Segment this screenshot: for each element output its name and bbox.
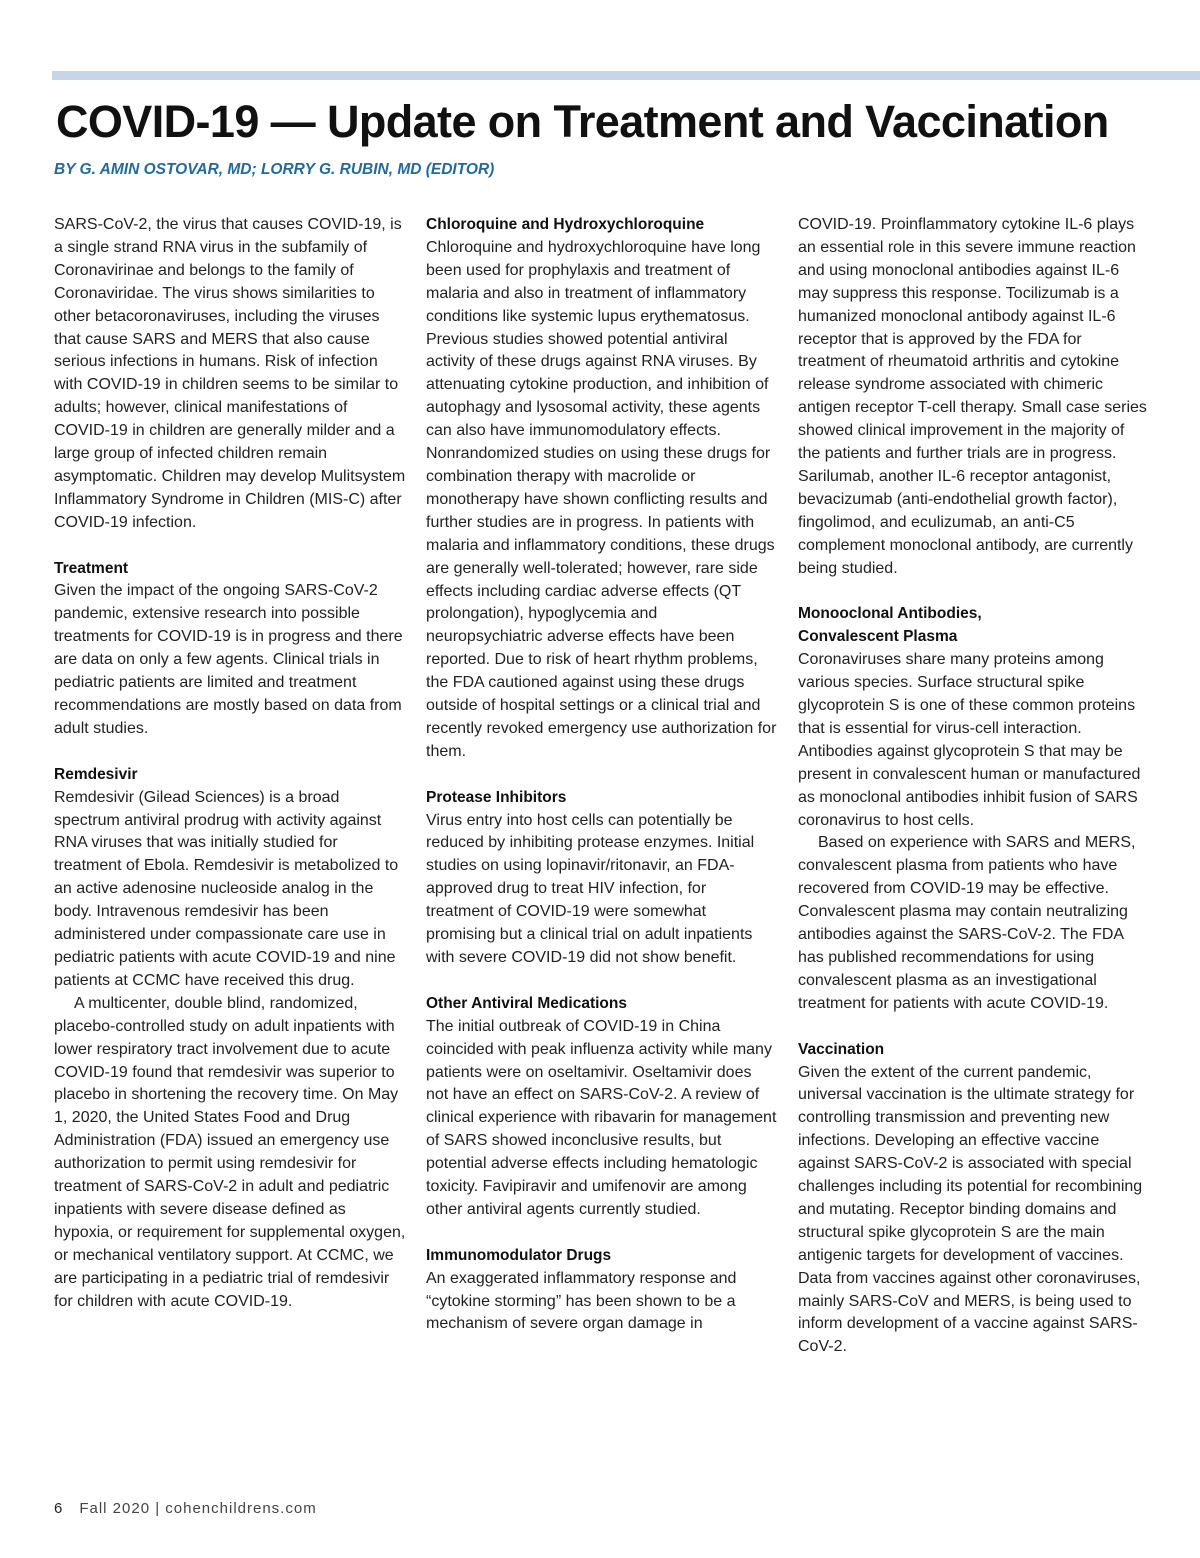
monoclonal-paragraph-2: Based on experience with SARS and MERS, convalescent plasma from patients who have recovered from COVID-19 may be effective. Convalescent plasma may contain neutralizing antibodies against the SARS-CoV-2. The FDA has published recommendations for using convalescent plasma as an investigational treatment for patients with acute COVID-19.: [798, 834, 1136, 1012]
immunomodulator-heading: Immunomodulator Drugs: [426, 1246, 612, 1264]
intro-paragraph: SARS-CoV-2, the virus that causes COVID-19, is a single strand RNA virus in the subfamily of Coronavirinae and belongs to the family of Coronaviridae. The virus shows similarities to other betacoronaviruses, including the viruses that cause SARS and MERS that also cause serious infections in humans. Risk of infection with COVID-19 in children seems to be similar to adults; however, clinical manifestations of COVID-19 in children are generally milder and a large group of infected children remain asymptomatic. Children may develop Mulitsystem Inflammatory Syndrome in Children (MIS-C) after COVID-19 infection.: [54, 216, 406, 531]
antiviral-paragraph: The initial outbreak of COVID-19 in China coincided with peak influenza activity while many patients were on oseltamivir. Oseltamivir does not have an effect on SARS-CoV-2. A review of clinical experience with ribavarin for management of SARS showed inconclusive results, but potential adverse effects including hematologic toxicity. Favipiravir and umifenovir are among other antiviral agents currently studied.: [426, 1017, 777, 1218]
vaccination-heading: Vaccination: [798, 1040, 885, 1058]
treatment-paragraph: Given the impact of the ongoing SARS-CoV-2 pandemic, extensive research into possible treatments for COVID-19 is in progress and there are data on only a few agents. Clinical trials in pediatric patients are limited and treatment recommendations are mostly based on data from adult studies.: [54, 582, 403, 737]
remdesivir-paragraph-1: Remdesivir (Gilead Sciences) is a broad spectrum antiviral prodrug with activity against RNA viruses that was initially studied for treatment of Ebola. Remdesivir is metabolized to an active adenosine nucleoside analog in the body. Intravenous remdesivir has been administered under compassionate care use in pediatric patients with acute COVID-19 and nine patients at CCMC have received this drug.: [54, 788, 399, 989]
chloroquine-heading: Chloroquine and Hydroxychloroquine: [426, 216, 705, 233]
monoclonal-paragraph-1: Coronaviruses share many proteins among various species. Surface structural spike glycoprotein S is one of these common proteins that is essential for virus-cell interaction. Antibodies against glycoprotein S that may be present in convalescent human or manufactured as monoclonal antibodies inhibit fusion of SARS coronavirus to host cells.: [798, 651, 1141, 829]
immunomodulator-paragraph: An exaggerated inflammatory response and “cytokine storming” has been shown to be a mechanism of severe organ damage in: [426, 1269, 737, 1333]
page-number: 6: [54, 1500, 64, 1517]
footer-issue-url: Fall 2020 | cohenchildrens.com: [79, 1500, 317, 1517]
column-3: [798, 214, 1150, 1359]
treatment-heading: Treatment: [54, 559, 129, 577]
remdesivir-paragraph-2: A multicenter, double blind, randomized, placebo-controlled study on adult inpatients with lower respiratory tract involvement due to acute COVID-19 found that remdesivir was superior to placebo in shortening the recovery time. On May 1, 2020, the United States Food and Drug Administration (FDA) issued an emergency use authorization to permit using remdesivir for treatment of SARS-CoV-2 in adult and pediatric inpatients with severe disease defined as hypoxia, or requirement for supplemental oxygen, or mechanical ventilatory support. At CCMC, we are participating in a pediatric trial of remdesivir for children with acute COVID-19.: [54, 994, 406, 1310]
protease-paragraph: Virus entry into host cells can potentially be reduced by inhibiting protease enzymes. Initial studies on using lopinavir/ritonavir, an FDA-approved drug to treat HIV infection, for treatment of COVID-19 were somewhat promising but a clinical trial on adult inpatients with severe COVID-19 did not show benefit.: [426, 811, 755, 966]
article-title: COVID-19 — Update on Treatment and Vaccination: [56, 96, 1109, 147]
immunomodulator-continued-paragraph: COVID-19. Proinflammatory cytokine IL-6 plays an essential role in this severe immune reaction and using monoclonal antibodies against IL-6 may suppress this response. Tocilizumab is a humanized monoclonal antibody against IL-6 receptor that is approved by the FDA for treatment of rheumatoid arthritis and cytokine release syndrome associated with chimeric antigen receptor T-cell therapy. Small case series showed clinical improvement in the majority of the patients and further trials are in progress. Sarilumab, another IL-6 receptor antagonist, bevacizumab (anti-endothelial growth factor), fingolimod, and eculizumab, an anti-C5 complement monoclonal antibody, are currently being studied.: [798, 216, 1147, 577]
antiviral-heading: Other Antiviral Medications: [426, 994, 627, 1012]
article-byline: BY G. AMIN OSTOVAR, MD; LORRY G. RUBIN, MD (EDITOR): [54, 161, 495, 178]
column-1: [54, 214, 406, 1313]
column-2: [426, 214, 778, 1336]
monoclonal-heading: [798, 603, 1150, 649]
vaccination-paragraph: Given the extent of the current pandemic, universal vaccination is the ultimate strategy for controlling transmission and preventing new infections. Developing an effective vaccine against SARS-CoV-2 is associated with special challenges including its potential for recombining and mutating. Receptor binding domains and structural spike glycoprotein S are the main antigenic targets for development of vaccines. Data from vaccines against other coronaviruses, mainly SARS-CoV and MERS, is being used to inform development of a vaccine against SARS-CoV-2.: [798, 1063, 1143, 1356]
remdesivir-heading: Remdesivir: [54, 765, 138, 783]
monoclonal-heading-line-2: Convalescent Plasma: [798, 628, 958, 646]
header-accent-bar: [52, 71, 1200, 80]
chloroquine-paragraph: Chloroquine and hydroxychloroquine have long been used for prophylaxis and treatment of malaria and also in treatment of inflammatory conditions like systemic lupus erythematosus. Previous studies showed potential antiviral activity of these drugs against RNA viruses. By attenuating cytokine production, and inhibition of autophagy and lysosomal activity, these agents can also have immunomodulatory effects. Nonrandomized studies on using these drugs for combination therapy with macrolide or monotherapy have shown conflicting results and further studies are in progress. In patients with malaria and inflammatory conditions, these drugs are generally well-tolerated; however, rare side effects including cardiac adverse effects (QT prolongation), hypoglycemia and neuropsychiatric adverse effects have been reported. Due to risk of heart rhythm problems, the FDA cautioned against using these drugs outside of hospital settings or a clinical trial and recently revoked emergency use authorization for them.: [426, 238, 777, 760]
page-footer: [54, 1500, 317, 1517]
protease-heading: Protease Inhibitors: [426, 788, 567, 806]
monoclonal-heading-line-1: Monooclonal Antibodies,: [798, 605, 982, 623]
